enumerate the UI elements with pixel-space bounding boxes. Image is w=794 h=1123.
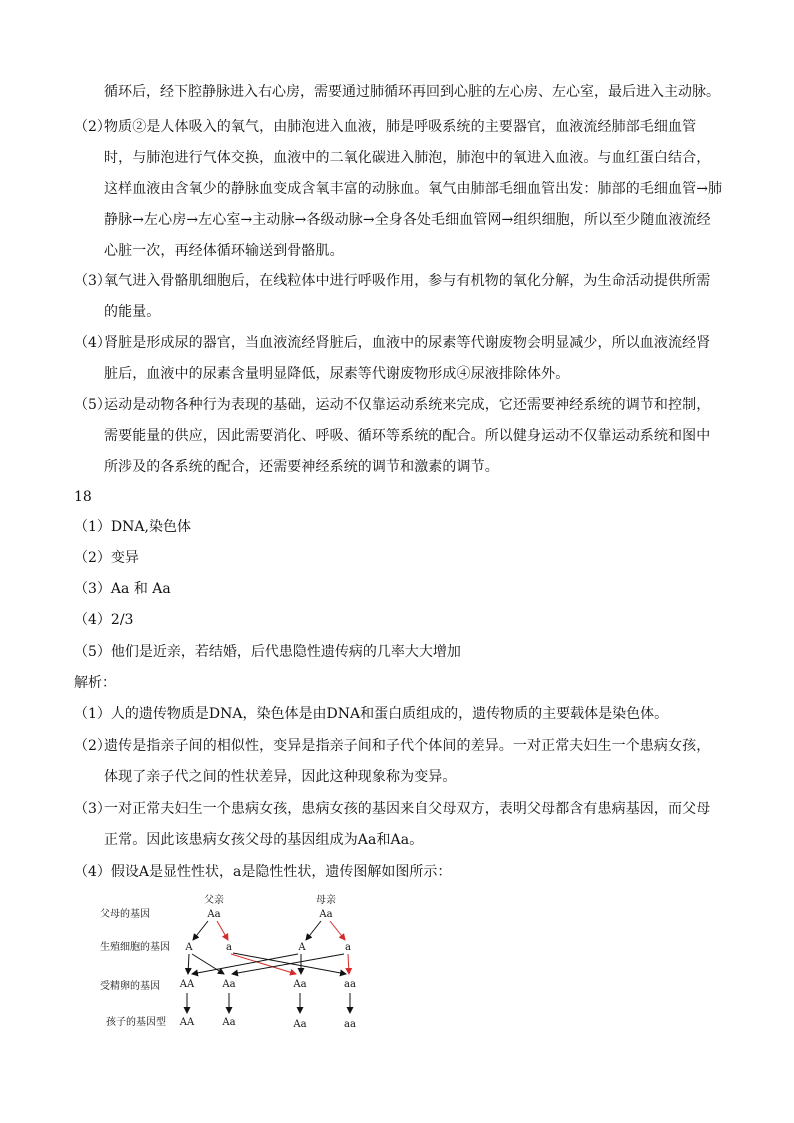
q17-analysis-item-3 xyxy=(74,266,724,328)
q18-analysis-item-1 xyxy=(74,704,668,724)
item-text: 假设A是显性性状，a是隐性性状，遗传图解如图所示： xyxy=(110,864,452,880)
child-2: Aa xyxy=(222,1017,236,1028)
zygote-2: Aa xyxy=(222,979,236,990)
row-label-zygotes: 受精卵的基因 xyxy=(100,981,160,992)
q17-analysis-item-2 xyxy=(74,112,724,272)
item-number: （2） xyxy=(74,119,111,135)
mother-label: 母亲 xyxy=(316,895,336,906)
gamete-mother-a: a xyxy=(345,942,351,953)
item-text: 遗传是指亲子间的相似性，变异是指亲子间和子代个体间的差异。一对正常夫妇生一个患病女孩，体现了亲子代之间的性状差异，因此这种现象称为变异。 xyxy=(104,738,711,785)
item-number: （4） xyxy=(74,612,111,628)
analysis-label: 解析： xyxy=(74,675,116,691)
continuation-text: 循环后，经下腔静脉进入右心房，需要通过肺循环再回到心脏的左心房、左心室，最后进入主动脉。 xyxy=(104,84,720,100)
item-text: 运动是动物各种行为表现的基础，运动不仅靠运动系统来完成，它还需要神经系统的调节和控制，需要能量的供应，因此需要消化、呼吸、循环等系统的配合。所以健身运动不仅靠运动系统和图中所涉及的各系统的配合，还需要神经系统的调节和激素的调节。 xyxy=(104,397,711,475)
row-label-gametes: 生殖细胞的基因 xyxy=(100,942,170,953)
item-text: DNA,染色体 xyxy=(110,519,191,535)
item-number: （5） xyxy=(74,644,111,660)
mother-genotype: Aa xyxy=(319,909,333,920)
item-text: 物质②是人体吸入的氧气，由肺泡进入血液，肺是呼吸系统的主要器官，血液流经肺部毛细血管时，与肺泡进行气体交换，血液中的二氧化碳进入肺泡，肺泡中的氧进入血液。与血红蛋白结合，这样血液由含氧少的静脉血变成含氧丰富的动脉血。氧气由肺部毛细血管出发：肺部的毛细血管→肺静脉→左心房→左心室→主动脉→各级动脉→全身各处毛细血管网→组织细胞，所以至少随血液流经心脏一次，再经体循环输送到骨骼肌。 xyxy=(104,119,723,259)
q18-analysis-item-4 xyxy=(74,862,451,882)
gamete-father-A: A xyxy=(185,942,193,953)
item-text: 变异 xyxy=(110,550,139,566)
arrow-fA-AA xyxy=(188,954,189,974)
item-number: （3） xyxy=(74,581,111,597)
item-number: （3） xyxy=(74,801,111,817)
item-text: Aa 和 Aa xyxy=(110,581,171,597)
q17-analysis-item-4 xyxy=(74,328,724,390)
item-number: （3） xyxy=(74,273,111,289)
item-number: （2） xyxy=(74,550,111,566)
zygote-1: AA xyxy=(179,979,195,990)
zygote-3: Aa xyxy=(293,979,307,990)
gamete-mother-A: A xyxy=(298,942,306,953)
inheritance-diagram xyxy=(96,890,396,1040)
answer-5 xyxy=(74,642,461,662)
q18-analysis-item-3 xyxy=(74,794,724,856)
q18-analysis-item-2 xyxy=(74,731,724,793)
arrow-mother-A xyxy=(306,921,321,940)
child-3: Aa xyxy=(293,1019,307,1030)
item-text: 氧气进入骨骼肌细胞后，在线粒体中进行呼吸作用，参与有机物的氧化分解，为生命活动提供所需的能量。 xyxy=(104,273,711,320)
item-number: （1） xyxy=(74,706,111,722)
answer-4 xyxy=(74,610,133,630)
father-label: 父亲 xyxy=(204,895,224,906)
gamete-father-a: a xyxy=(226,942,232,953)
item-text: 他们是近亲，若结婚，后代患隐性遗传病的几率大大增加 xyxy=(110,644,461,660)
arrow-ma-aa xyxy=(348,954,349,974)
row-label-parents: 父母的基因 xyxy=(100,909,150,920)
item-text: 肾脏是形成尿的器官，当血液流经肾脏后，血液中的尿素等代谢废物会明显减少，所以血液流经肾脏后，血液中的尿素含量明显降低，尿素等代谢废物形成④尿液排除体外。 xyxy=(104,335,711,382)
arrow-father-a xyxy=(217,921,228,940)
question-number: 18 xyxy=(74,489,92,505)
answer-1 xyxy=(74,517,191,537)
answer-2 xyxy=(74,548,139,568)
arrow-father-A xyxy=(193,921,208,940)
father-genotype: Aa xyxy=(207,909,221,920)
child-1: AA xyxy=(179,1017,195,1028)
item-number: （5） xyxy=(74,397,111,413)
item-number: （4） xyxy=(74,335,111,351)
zygote-4: aa xyxy=(344,979,356,990)
q17-analysis-item-5 xyxy=(74,390,724,483)
item-text: 一对正常夫妇生一个患病女孩，患病女孩的基因来自父母双方，表明父母都含有患病基因，而父母正常。因此该患病女孩父母的基因组成为Aa和Aa。 xyxy=(104,801,711,848)
answer-3 xyxy=(74,579,171,599)
item-number: （2） xyxy=(74,738,111,754)
item-text: 人的遗传物质是DNA，染色体是由DNA和蛋白质组成的，遗传物质的主要载体是染色体。 xyxy=(110,706,669,722)
item-number: （1） xyxy=(74,519,111,535)
arrow-mother-a xyxy=(330,921,345,940)
item-text: 2/3 xyxy=(110,612,134,628)
row-label-children: 孩子的基因型 xyxy=(106,1017,166,1028)
child-4: aa xyxy=(344,1019,356,1030)
item-number: （4） xyxy=(74,864,111,880)
